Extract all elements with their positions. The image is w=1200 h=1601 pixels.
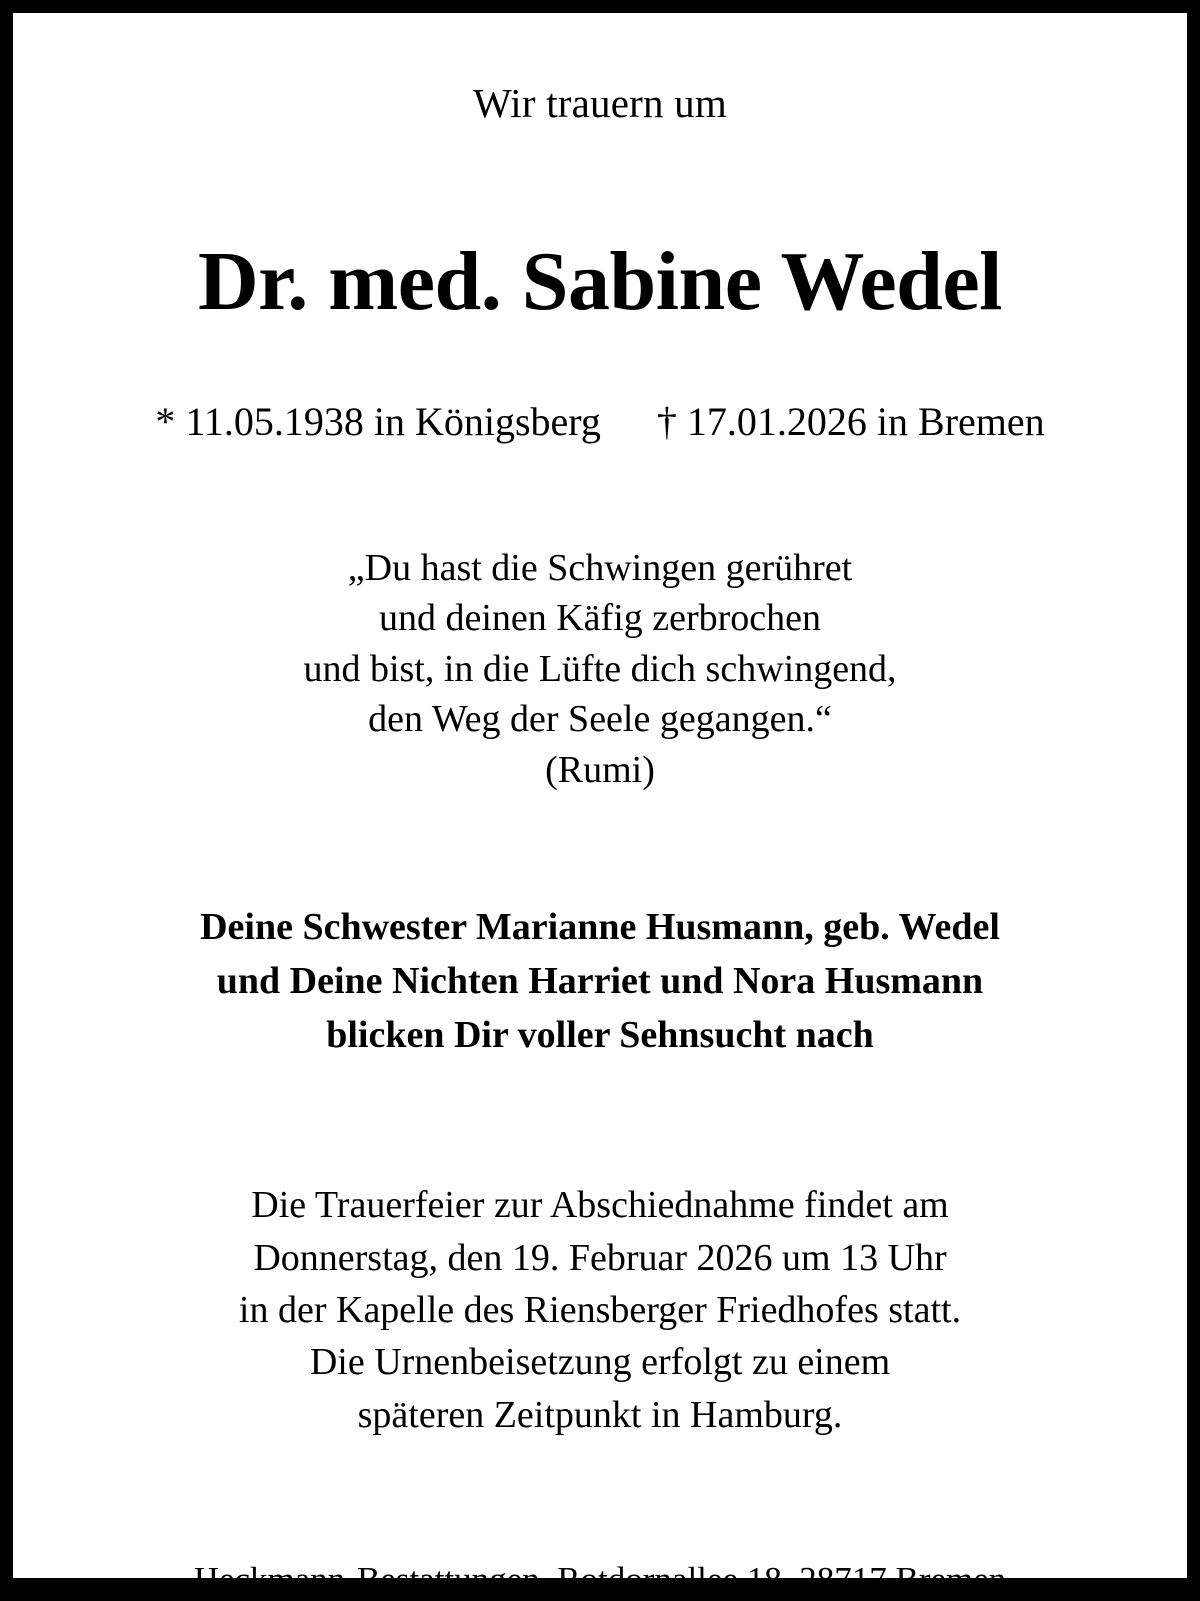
bereaved-family-block — [200, 901, 1000, 1063]
death-date — [657, 399, 1045, 445]
service-line: Donnerstag, den 19. Februar 2026 um 13 Uhr — [253, 1236, 947, 1279]
funeral-service-details — [239, 1179, 961, 1441]
obituary-notice-card — [13, 13, 1187, 1600]
service-line: Die Trauerfeier zur Abschiednahme findet am — [251, 1184, 949, 1227]
life-dates — [155, 399, 1044, 445]
quote-line: „Du hast die Schwingen gerühret — [347, 546, 853, 589]
service-line: Die Urnenbeisetzung erfolgt zu einem — [309, 1341, 891, 1384]
quote-line: den Weg der Seele gegangen.“ — [368, 698, 832, 741]
memorial-quote — [303, 543, 896, 796]
service-line: in der Kapelle des Riensberger Friedhofes statt. — [238, 1288, 962, 1331]
quote-line: und bist, in die Lüfte dich schwingend, — [303, 647, 897, 690]
death-date-text: 17.01.2026 in Bremen — [686, 398, 1045, 444]
birth-date-text: 11.05.1938 in Königsberg — [185, 398, 601, 444]
mourning-intro-line: Wir trauern um — [473, 80, 727, 126]
funeral-home-line: Heckmann-Bestattungen, Rotdornallee 18, 28717 Bremen — [193, 1560, 1007, 1600]
service-line: späteren Zeitpunkt in Hamburg. — [357, 1393, 843, 1436]
family-line: und Deine Nichten Harriet und Nora Husmann — [216, 960, 984, 1003]
birth-date — [155, 399, 601, 445]
family-line: blicken Dir voller Sehnsucht nach — [326, 1014, 874, 1057]
quote-attribution: (Rumi) — [545, 748, 655, 791]
family-line: Deine Schwester Marianne Husmann, geb. Wedel — [200, 906, 1000, 949]
cross-death-icon: † — [656, 398, 677, 444]
star-birth-icon: * — [155, 398, 176, 444]
quote-line: und deinen Käfig zerbrochen — [378, 597, 822, 640]
deceased-name: Dr. med. Sabine Wedel — [198, 235, 1002, 329]
